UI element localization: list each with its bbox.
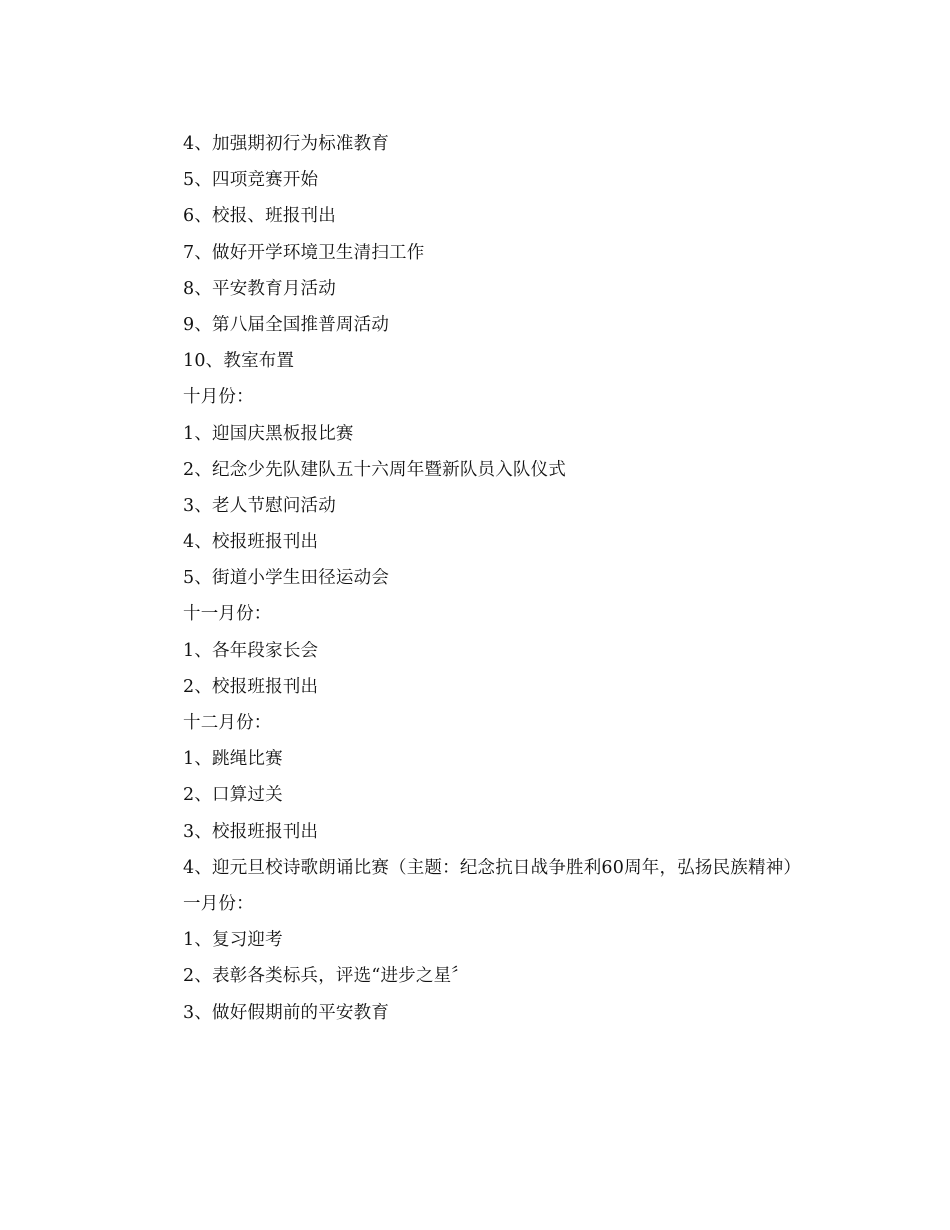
text-line: 2、校报班报刊出 [183, 676, 319, 697]
text-line: 9、第八届全国推普周活动 [183, 314, 390, 335]
text-line: 6、校报、班报刊出 [183, 206, 336, 227]
text-line: 2、口算过关 [183, 785, 283, 806]
text-line: 1、各年段家长会 [183, 640, 319, 661]
text-line: 4、迎元旦校诗歌朗诵比赛（主题：纪念抗日战争胜利60周年，弘扬民族精神） [183, 857, 802, 878]
text-line: 8、平安教育月活动 [183, 278, 336, 299]
text-line: 7、做好开学环境卫生清扫工作 [183, 242, 425, 263]
text-line: 3、做好假期前的平安教育 [183, 1002, 390, 1023]
month-heading: 十一月份： [183, 604, 272, 625]
month-heading: 十二月份： [183, 713, 272, 733]
text-line: 5、四项竞赛开始 [183, 170, 319, 191]
text-line: 2、表彰各类标兵，评选“进步之星〞 [183, 966, 469, 987]
text-line: 3、校报班报刊出 [183, 821, 319, 842]
text-line: 2、纪念少先队建队五十六周年暨新队员入队仪式 [183, 459, 567, 480]
text-line: 10、教室布置 [183, 351, 295, 372]
month-heading: 十月份： [183, 387, 254, 408]
text-line: 4、校报班报刊出 [183, 532, 319, 553]
text-line: 4、加强期初行为标准教育 [183, 134, 390, 154]
text-line: 3、老人节慰问活动 [183, 495, 336, 516]
document-body [147, 126, 802, 1031]
text-line: 5、街道小学生田径运动会 [183, 568, 390, 589]
month-heading: 一月份： [183, 893, 254, 914]
text-line: 1、跳绳比赛 [183, 749, 283, 770]
text-line: 1、复习迎考 [183, 930, 283, 951]
text-line: 1、迎国庆黑板报比赛 [183, 423, 354, 444]
